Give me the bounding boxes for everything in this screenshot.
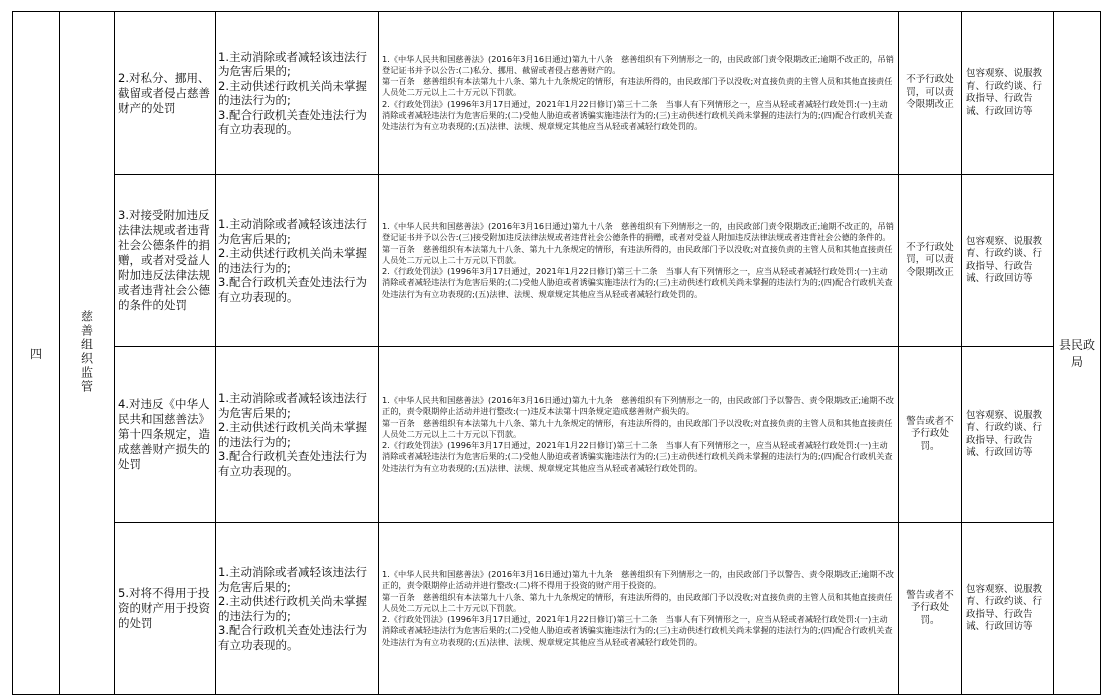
basis-paragraph: 2.《行政处罚法》(1996年3月17日通过，2021年1月22日修订)第三十二条 当事人有下列情形之一，应当从轻或者减轻行政处罚:(一)主动消除或者减轻违法行为危害后果的;(二)受他人胁迫或者诱骗实施违法行为的;(三)主动供述行政机关尚未掌握的违法行为的;(四)配合行政机关查处违法行为有立功表现的;(五)法律、法规、规章规定其他应当从轻或者减轻行政处罚的。 [382,440,893,473]
condition-line: 2.主动供述行政机关尚未掌握的违法行为的; [218,594,367,623]
condition-line: 3.配合行政机关查处违法行为有立功表现的。 [218,275,367,304]
condition-line: 1.主动消除或者减轻该违法行为危害后果的; [218,391,367,420]
item-cell: 5.对将不得用于投资的财产用于投资的处罚 [115,523,216,695]
conditions-cell [216,175,379,347]
category-cell [60,12,115,695]
basis-cell [379,523,899,695]
department-label: 县民政局 [1058,338,1095,369]
basis-paragraph: 第一百条 慈善组织有本法第九十八条、第九十九条规定的情形，有违法所得的，由民政部门予以没收;对直接负责的主管人员和其他直接责任人员处二万元以上二十万元以下罚款。 [382,417,893,439]
item-cell: 3.对接受附加违反法律法规或者违背社会公德条件的捐赠，或者对受益人附加违反法律法规或者违背社会公德的条件的处罚 [115,175,216,347]
basis-cell [379,175,899,347]
result-cell: 不予行政处罚，可以责令限期改正 [899,12,962,175]
measures-cell: 包容观察、说服教育、行政约谈、行政指导、行政告诫、行政回访等 [962,347,1054,523]
condition-line: 1.主动消除或者减轻该违法行为危害后果的; [218,217,367,246]
measures-cell: 包容观察、说服教育、行政约谈、行政指导、行政告诫、行政回访等 [962,523,1054,695]
table-row [13,12,1101,175]
basis-paragraph: 1.《中华人民共和国慈善法》(2016年3月16日通过)第九十八条 慈善组织有下列情形之一的，由民政部门责令限期改正;逾期不改正的，吊销登记证书并予以公告:(二)私分、挪用、截留或者侵占慈善财产的。 [382,53,894,75]
result-cell: 警告或者不予行政处罚。 [899,347,962,523]
basis-paragraph: 2.《行政处罚法》(1996年3月17日通过，2021年1月22日修订)第三十二条 当事人有下列情形之一，应当从轻或者减轻行政处罚:(一)主动消除或者减轻违法行为危害后果的;(二)受他人胁迫或者诱骗实施违法行为的;(三)主动供述行政机关尚未掌握的违法行为的;(四)配合行政机关查处违法行为有立功表现的;(五)法律、法规、规章规定其他应当从轻或者减轻行政处罚的。 [382,614,893,647]
result-cell: 警告或者不予行政处罚。 [899,523,962,695]
basis-paragraph: 1.《中华人民共和国慈善法》(2016年3月16日通过)第九十九条 慈善组织有下列情形之一的，由民政部门予以警告、责令限期改正;逾期不改正的，责令限期停止活动并进行整改:(二)将不得用于投资的财产用于投资的。 [382,569,894,591]
basis-cell [379,347,899,523]
condition-line: 2.主动供述行政机关尚未掌握的违法行为的; [218,78,367,107]
condition-line: 2.主动供述行政机关尚未掌握的违法行为的; [218,246,367,275]
basis-paragraph: 第一百条 慈善组织有本法第九十八条、第九十九条规定的情形，有违法所得的，由民政部门予以没收;对直接负责的主管人员和其他直接责任人员处二万元以上二十万元以下罚款。 [382,243,893,265]
basis-paragraph: 第一百条 慈善组织有本法第九十八条、第九十九条规定的情形，有违法所得的，由民政部门予以没收;对直接负责的主管人员和其他直接责任人员处二万元以上二十万元以下罚款。 [382,76,893,98]
table-row [13,523,1101,695]
penalty-table [12,11,1101,695]
item-cell: 4.对违反《中华人民共和国慈善法》第十四条规定，造成慈善财产损失的处罚 [115,347,216,523]
basis-paragraph: 2.《行政处罚法》(1996年3月17日通过，2021年1月22日修订)第三十二条 当事人有下列情形之一，应当从轻或者减轻行政处罚:(一)主动消除或者减轻违法行为危害后果的;(二)受他人胁迫或者诱骗实施违法行为的;(三)主动供述行政机关尚未掌握的违法行为的;(四)配合行政机关查处违法行为有立功表现的;(五)法律、法规、规章规定其他应当从轻或者减轻行政处罚的。 [382,98,893,131]
condition-line: 3.配合行政机关查处违法行为有立功表现的。 [218,623,367,652]
basis-paragraph: 1.《中华人民共和国慈善法》(2016年3月16日通过)第九十八条 慈善组织有下列情形之一的，由民政部门责令限期改正;逾期不改正的，吊销登记证书并予以公告:(三)接受附加违反法律法规或者违背社会公德条件的捐赠，或者对受益人附加违反法律法规或者违背社会公德的条件的。 [382,221,894,243]
condition-line: 3.配合行政机关查处违法行为有立功表现的。 [218,107,367,136]
basis-paragraph: 1.《中华人民共和国慈善法》(2016年3月16日通过)第九十九条 慈善组织有下列情形之一的，由民政部门予以警告、责令限期改正;逾期不改正的，责令限期停止活动并进行整改:(一)违反本法第十四条规定造成慈善财产损失的。 [382,395,894,417]
measures-cell: 包容观察、说服教育、行政约谈、行政指导、行政告诫、行政回访等 [962,12,1054,175]
item-cell: 2.对私分、挪用、截留或者侵占慈善财产的处罚 [115,12,216,175]
result-cell: 不予行政处罚，可以责令限期改正 [899,175,962,347]
conditions-cell [216,347,379,523]
condition-line: 1.主动消除或者减轻该违法行为危害后果的; [218,565,367,594]
conditions-cell [216,523,379,695]
table-row [13,347,1101,523]
basis-cell [379,12,899,175]
condition-line: 3.配合行政机关查处违法行为有立功表现的。 [218,449,367,478]
department-cell [1054,12,1101,695]
basis-paragraph: 2.《行政处罚法》(1996年3月17日通过，2021年1月22日修订)第三十二条 当事人有下列情形之一，应当从轻或者减轻行政处罚:(一)主动消除或者减轻违法行为危害后果的;(二)受他人胁迫或者诱骗实施违法行为的;(三)主动供述行政机关尚未掌握的违法行为的;(四)配合行政机关查处违法行为有立功表现的;(五)法律、法规、规章规定其他应当从轻或者减轻行政处罚的。 [382,266,893,299]
condition-line: 1.主动消除或者减轻该违法行为危害后果的; [218,49,367,78]
table-row [13,175,1101,347]
condition-line: 2.主动供述行政机关尚未掌握的违法行为的; [218,420,367,449]
basis-paragraph: 第一百条 慈善组织有本法第九十八条、第九十九条规定的情形，有违法所得的，由民政部门予以没收;对直接负责的主管人员和其他直接责任人员处二万元以上二十万元以下罚款。 [382,591,893,613]
sequence-number: 四 [29,346,42,361]
category-label: 慈善组织监管 [79,309,94,394]
conditions-cell [216,12,379,175]
measures-cell: 包容观察、说服教育、行政约谈、行政指导、行政告诫、行政回访等 [962,175,1054,347]
sequence-cell [13,12,60,695]
